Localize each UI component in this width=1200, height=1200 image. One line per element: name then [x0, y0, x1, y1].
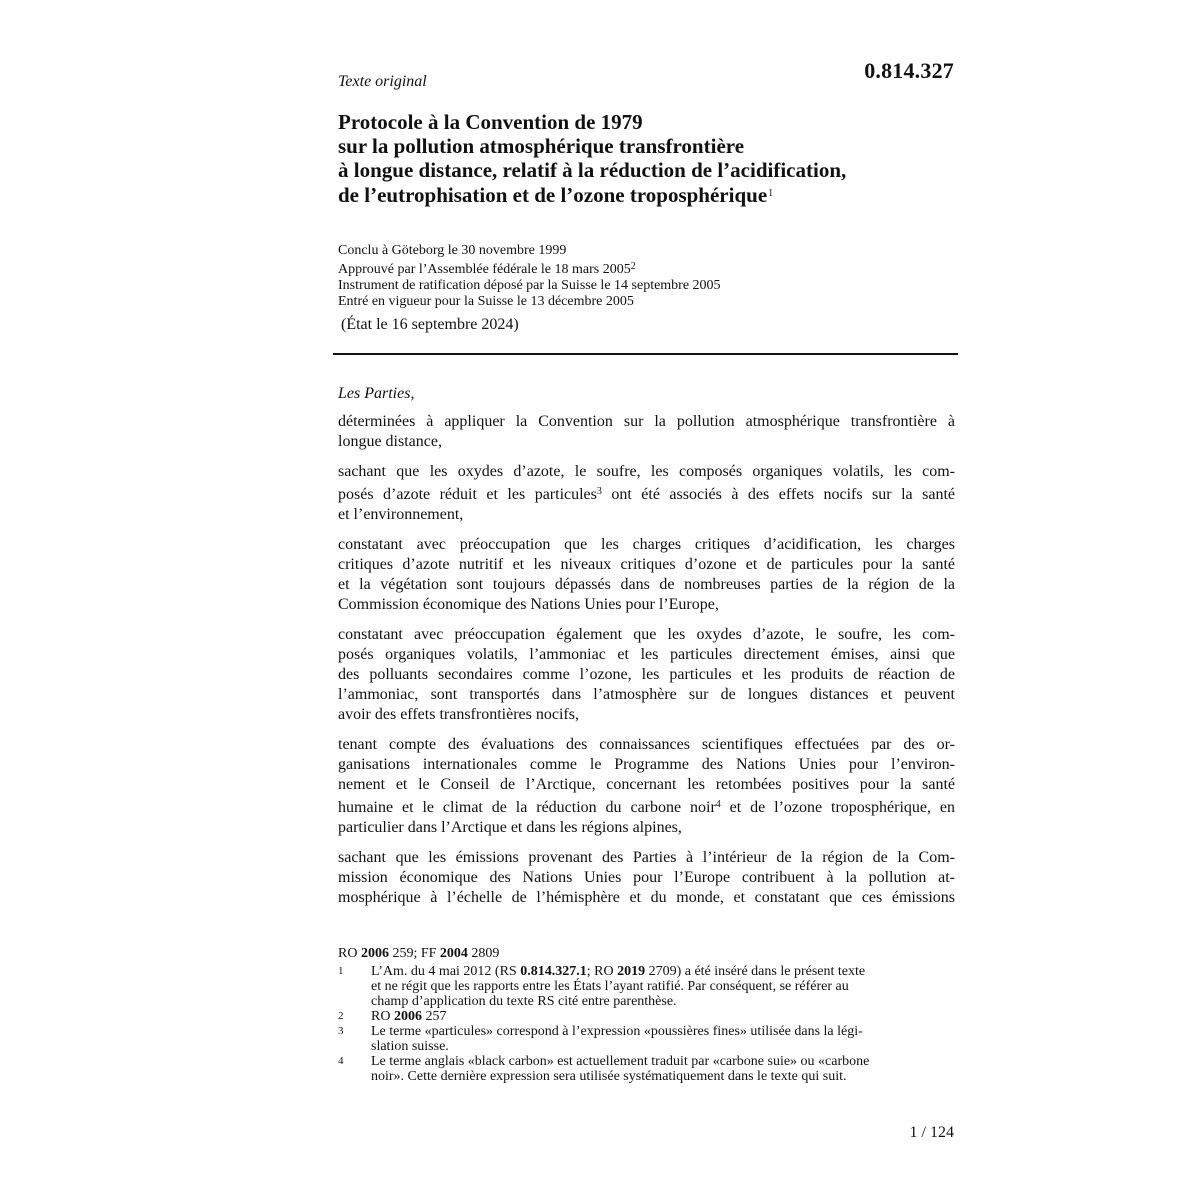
concluded-date: Conclu à Göteborg le 30 novembre 1999: [338, 243, 567, 258]
text-segment: posés d’azote réduit et les particules: [338, 486, 597, 503]
ref-year: 2006: [360, 946, 389, 961]
footnote-line: Le terme «particules» correspond à l’expression «poussières fines» utilisée dans la légi-: [371, 1024, 863, 1039]
footnote-text: 2709) a été inséré dans le présent texte: [645, 964, 866, 979]
approved-date: [338, 259, 721, 278]
header-divider: [333, 353, 958, 355]
preamble-paragraph: [338, 625, 955, 725]
text-line: critiques d’azote nutritif et les niveaux critiques d’ozone et de particules pour la santé: [338, 556, 955, 573]
footnote-number: 4: [338, 1055, 344, 1067]
text-segment: ont été associés à des effets nocifs sur la santé: [601, 486, 955, 503]
text-line: [338, 482, 955, 505]
text-line: mission économique des Nations Unies pour l’Europe contribuent à la pollution at-: [338, 869, 955, 886]
footnote-line: champ d’application du texte RS cité entre parenthèse.: [371, 994, 677, 1009]
preamble-paragraph: [338, 735, 955, 838]
text-segment: humaine et le climat de la réduction du carbone noir: [338, 799, 716, 816]
footnote-number: 3: [338, 1025, 344, 1037]
title-line: à longue distance, relatif à la réduction de l’acidification,: [338, 158, 847, 182]
preamble-paragraph: [338, 535, 955, 615]
parties-heading: Les Parties,: [338, 385, 415, 402]
footnote-ref-2[interactable]: 2: [630, 261, 636, 272]
text-line: nement et le Conseil de l’Arctique, concernant les retombées positives pour la santé: [338, 776, 955, 793]
ref-text: 2809: [467, 946, 500, 961]
footnote-line: Le terme anglais «black carbon» est actuellement traduit par «carbone suie» ou «carbone: [371, 1054, 870, 1069]
ref-year: 2019: [617, 964, 646, 979]
text-line: particulier dans l’Arctique et dans les régions alpines,: [338, 819, 682, 836]
document-metadata: [338, 243, 721, 310]
footnote-text: ; RO: [586, 964, 618, 979]
text-line: sachant que les émissions provenant des Parties à l’intérieur de la région de la Com-: [338, 849, 955, 866]
in-force-date: Entré en vigueur pour la Suisse le 13 décembre 2005: [338, 294, 634, 309]
text-line: [338, 795, 955, 818]
text-line: des polluants secondaires comme l’ozone, les particules et les produits de réaction de: [338, 666, 955, 683]
preamble-paragraph: [338, 462, 955, 525]
footnote-line: et ne régit que les rapports entre les États l’ayant ratifié. Par conséquent, se référer au: [371, 979, 849, 994]
text-segment: et de l’ozone troposphérique, en: [720, 799, 955, 816]
text-line: posés organiques volatils, l’ammoniac et les particules directement émises, ainsi que: [338, 646, 955, 663]
ref-year: 2004: [439, 946, 468, 961]
text-line: tenant compte des évaluations des connaissances scientifiques effectuées par des or-: [338, 736, 955, 753]
footnote-line: [371, 964, 958, 979]
footnote-3: [338, 1024, 958, 1054]
preamble-paragraph: [338, 848, 955, 908]
footnote-number: 1: [338, 965, 344, 977]
footnote-text: RO: [371, 1009, 394, 1024]
ref-year: 2006: [393, 1009, 422, 1024]
rs-number: 0.814.327: [864, 58, 954, 83]
ref-text: RO: [338, 946, 361, 961]
footnote-ref-4[interactable]: 4: [715, 799, 721, 810]
text-line: et l’environnement,: [338, 506, 464, 523]
footnote-text: 257: [421, 1009, 447, 1024]
text-line: sachant que les oxydes d’azote, le soufre, les composés organiques volatils, les com-: [338, 463, 955, 480]
footnote-line: [371, 1009, 958, 1024]
footnote-text: L’Am. du 4 mai 2012 (RS: [371, 964, 521, 979]
original-text-label: Texte original: [338, 73, 427, 90]
rs-link[interactable]: 0.814.327.1: [520, 964, 587, 979]
document-page: [337, 0, 957, 1200]
footnote-line: noir». Cette dernière expression sera utilisée systématiquement dans le texte qui suit.: [371, 1069, 847, 1084]
text-line: constatant avec préoccupation que les charges critiques d’acidification, les charges: [338, 536, 955, 553]
text-line: déterminées à appliquer la Convention sur la pollution atmosphérique transfrontière à: [338, 413, 955, 430]
footnote-line: slation suisse.: [371, 1039, 449, 1054]
footnote-number: 2: [338, 1010, 344, 1022]
footnote-ref-1[interactable]: 1: [768, 188, 774, 199]
text-line: ganisations internationales comme le Programme des Nations Unies pour l’environ-: [338, 756, 955, 773]
document-title: [338, 110, 978, 207]
text-line: avoir des effets transfrontières nocifs,: [338, 706, 579, 723]
text-line: l’ammoniac, sont transportés dans l’atmosphère sur de longues distances et peuvent: [338, 686, 955, 703]
text-line: longue distance,: [338, 433, 442, 450]
text-line: et la végétation sont toujours dépassés dans de nombreuses parties de la région de la: [338, 576, 955, 593]
title-line-text: de l’eutrophisation et de l’ozone troposphérique: [338, 183, 768, 207]
footnote-ref-3[interactable]: 3: [596, 486, 602, 497]
title-line: sur la pollution atmosphérique transfrontière: [338, 134, 745, 158]
text-line: constatant avec préoccupation également que les oxydes d’azote, le soufre, les com-: [338, 626, 955, 643]
preamble-body: [338, 412, 955, 918]
preamble-paragraph: [338, 412, 955, 452]
state-date: (État le 16 septembre 2024): [341, 316, 519, 333]
ref-text: 259; FF: [388, 946, 440, 961]
text-line: Commission économique des Nations Unies pour l’Europe,: [338, 596, 719, 613]
footnote-1: [338, 964, 958, 1009]
footnote-2: [338, 1009, 958, 1024]
footnote-4: [338, 1054, 958, 1084]
text-line: mosphérique à l’échelle de l’hémisphère et du monde, et constatant que ces émissions: [338, 889, 955, 906]
official-reference: [338, 946, 958, 961]
footnotes: [338, 946, 958, 1084]
approved-text: Approuvé par l’Assemblée fédérale le 18 mars 2005: [338, 262, 631, 277]
ratification-date: Instrument de ratification déposé par la Suisse le 14 septembre 2005: [338, 278, 721, 293]
page-number: 1 / 124: [909, 1124, 954, 1141]
title-line: Protocole à la Convention de 1979: [338, 110, 643, 134]
title-line: [338, 182, 978, 207]
